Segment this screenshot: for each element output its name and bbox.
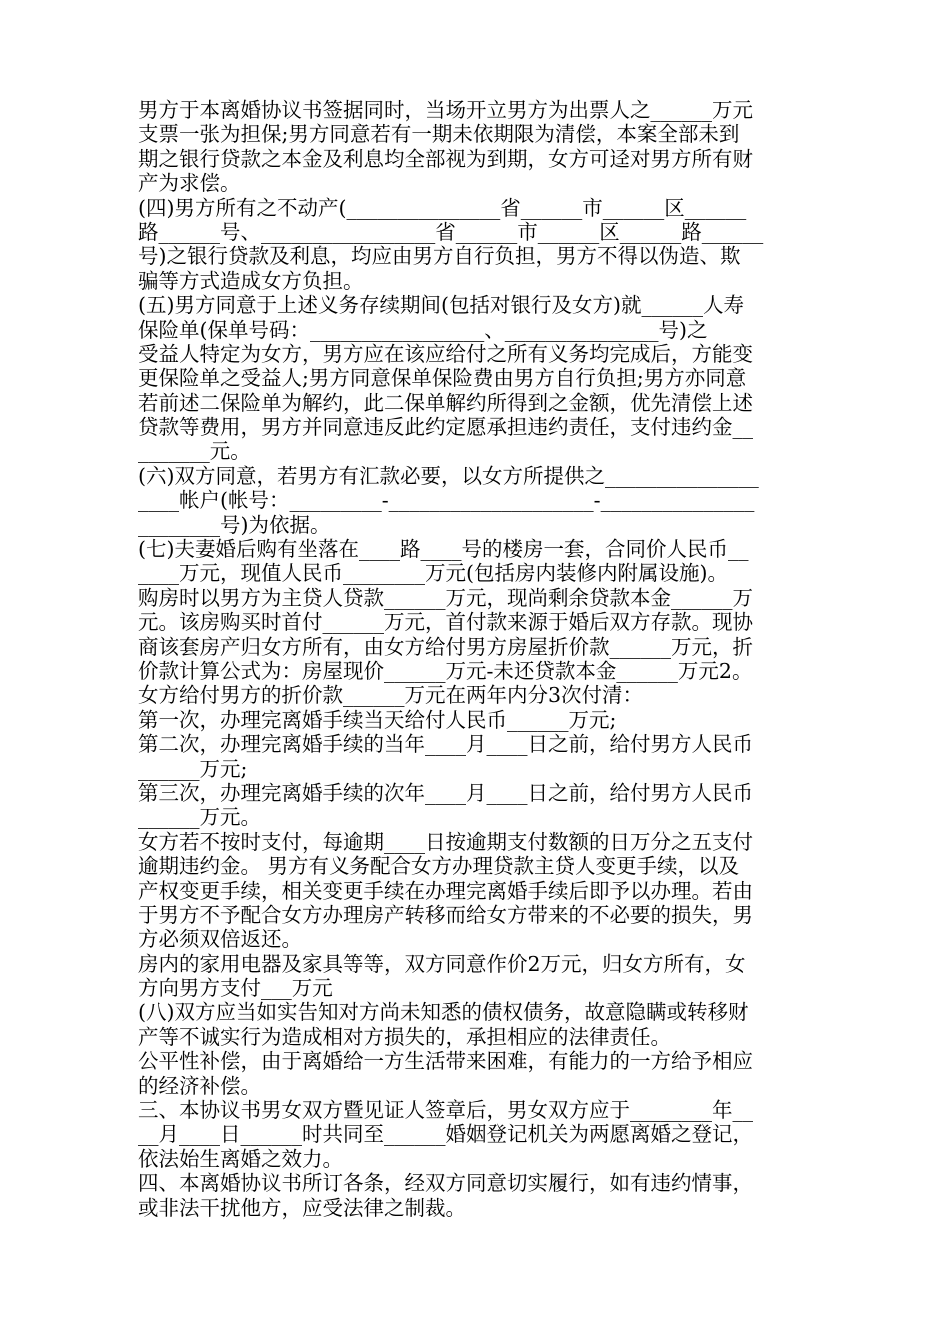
text-line: 第一次，办理完离婚手续当天给付人民币______万元;: [138, 707, 617, 732]
text-line: 期之银行贷款之本金及利息均全部视为到期，女方可迳对男方所有财: [138, 146, 753, 171]
text-line: 受益人特定为女方，男方应在该应给付之所有义务均完成后，方能变: [138, 341, 753, 366]
text-line: 女方给付男方的折价款______万元在两年内分3次付清：: [138, 683, 644, 708]
text-line: 女方若不按时支付，每逾期____日按逾期支付数额的日万分之五支付: [138, 829, 753, 854]
text-line: 的经济补偿。: [138, 1073, 261, 1098]
text-line: (四)男方所有之不动产(_______________省______市______区______: [138, 195, 747, 220]
text-line: ______万元;: [138, 756, 248, 781]
text-line: 购房时以男方为主贷人贷款______万元，现尚剩余贷款本金______万: [138, 585, 753, 610]
text-line: 于男方不予配合女方办理房产转移而给女方带来的不必要的损失，男: [138, 902, 753, 927]
text-line: 依法始生离婚之效力。: [138, 1146, 343, 1171]
text-line: ____万元，现值人民币________万元(包括房内装修内附属设施)。: [138, 561, 728, 586]
document-body: [138, 98, 818, 1220]
text-line: 支票一张为担保;男方同意若有一期未依期限为清偿，本案全部未到: [138, 122, 740, 147]
text-line: 产权变更手续，相关变更手续在办理完离婚手续后即予以办理。若由: [138, 878, 753, 903]
text-line: 房内的家用电器及家具等等，双方同意作价2万元，归女方所有，女: [138, 951, 746, 976]
text-line: 第三次，办理完离婚手续的次年____月____日之前，给付男方人民币: [138, 780, 753, 805]
text-line: __月____日______时共同至______婚姻登记机关为两愿离婚之登记，: [138, 1122, 753, 1147]
text-line: 公平性补偿，由于离婚给一方生活带来困难，有能力的一方给予相应: [138, 1049, 753, 1074]
text-line: 商该套房产归女方所有，由女方给付男方房屋折价款______万元，折: [138, 634, 753, 659]
text-line: 号)之银行贷款及利息，均应由男方自行负担，男方不得以伪造、欺: [138, 244, 741, 269]
text-line: 方必须双倍返还。: [138, 927, 302, 952]
text-line: 方向男方支付___万元: [138, 976, 333, 1001]
text-line: 三、本协议书男女双方暨见证人签章后，男女双方应于________年__: [138, 1098, 753, 1123]
text-line: _______元。: [138, 439, 251, 464]
text-line: 若前述二保险单为解约，此二保单解约所得到之金额，优先清偿上述: [138, 390, 753, 415]
text-line: 价款计算公式为：房屋现价______万元-未还贷款本金______万元2。: [138, 658, 753, 683]
text-line: 四、本离婚协议书所订各条，经双方同意切实履行，如有违约情事，: [138, 1171, 753, 1196]
text-line: ________号)为依据。: [138, 512, 331, 537]
text-line: ____帐户(帐号：_________-____________________-_______________: [138, 488, 755, 513]
text-line: 贷款等费用，男方并同意违反此约定愿承担违约责任，支付违约金__: [138, 415, 753, 440]
text-line: 逾期违约金。 男方有义务配合女方办理贷款主贷人变更手续，以及: [138, 854, 740, 879]
text-line: 保险单(保单号码：_________________、_______________号)之: [138, 317, 708, 342]
text-line: ______万元。: [138, 805, 261, 830]
text-line: 骗等方式造成女方负担。: [138, 268, 364, 293]
text-line: 路______号、_________________省______市______区______路______: [138, 219, 764, 244]
text-line: (八)双方应当如实告知对方尚未知悉的债权债务，故意隐瞒或转移财: [138, 1000, 749, 1025]
text-line: 更保险单之受益人;男方同意保单保险费由男方自行负担;男方亦同意: [138, 366, 747, 391]
text-line: 元。该房购买时首付______万元，首付款来源于婚后双方存款。现协: [138, 610, 753, 635]
text-line: (六)双方同意，若男方有汇款必要，以女方所提供之_______________: [138, 463, 759, 488]
text-line: 产为求偿。: [138, 171, 241, 196]
text-line: (七)夫妻婚后购有坐落在____路____号的楼房一套，合同价人民币__: [138, 537, 749, 562]
text-line: (五)男方同意于上述义务存续期间(包括对银行及女方)就______人寿: [138, 293, 744, 318]
text-line: 或非法干扰他方，应受法律之制裁。: [138, 1195, 466, 1220]
text-line: 第二次，办理完离婚手续的当年____月____日之前，给付男方人民币: [138, 732, 753, 757]
text-line: 男方于本离婚协议书签据同时，当场开立男方为出票人之______万元: [138, 98, 753, 122]
text-line: 产等不诚实行为造成相对方损失的，承担相应的法律责任。: [138, 1024, 671, 1049]
